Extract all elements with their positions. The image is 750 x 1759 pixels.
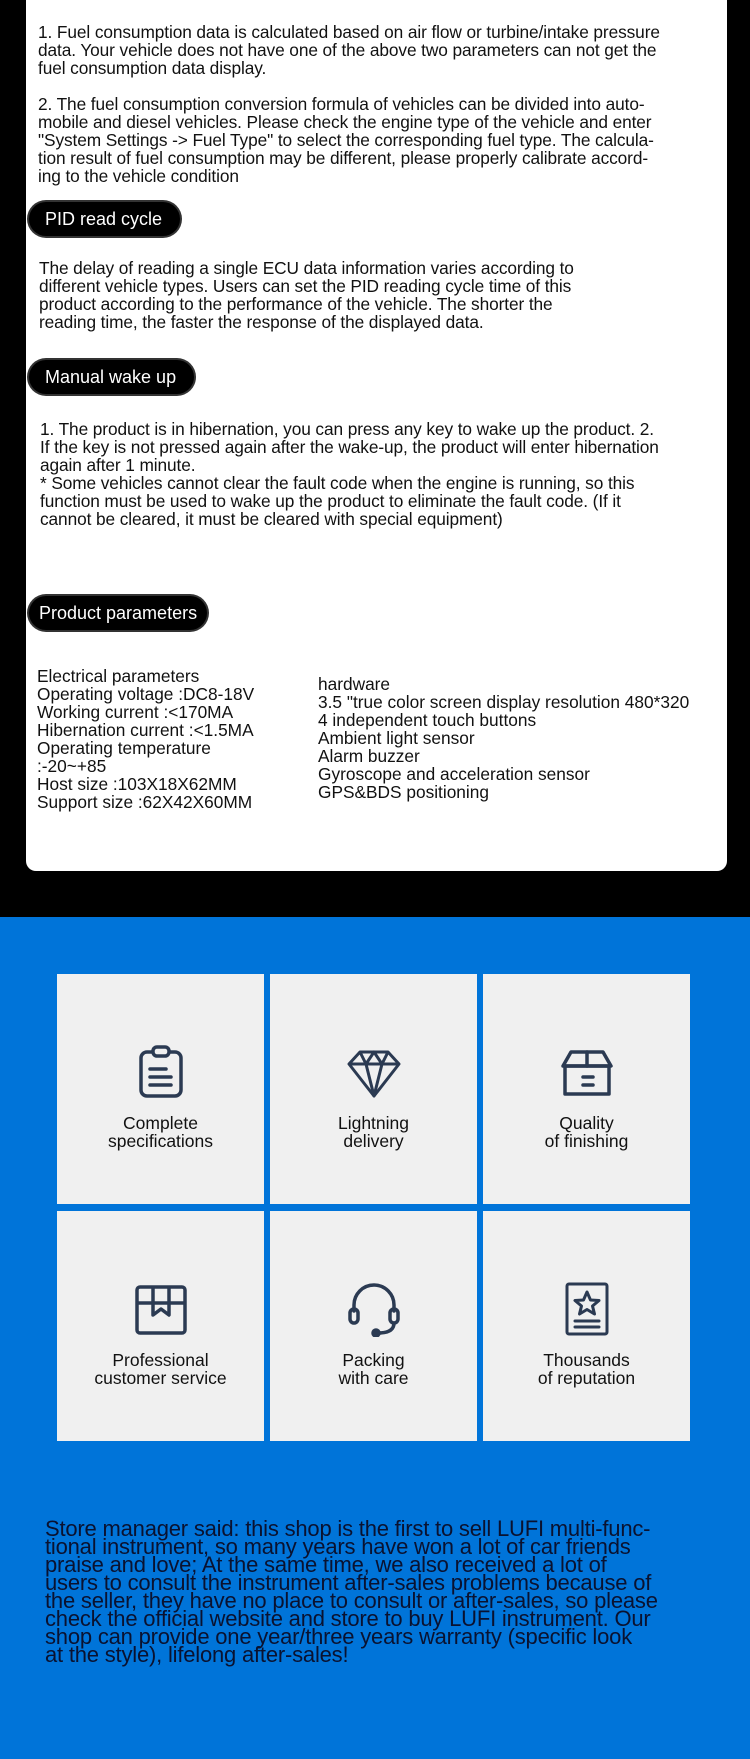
param-item: Hibernation current :<1.5MA	[37, 720, 254, 740]
param-item: 3.5 "true color screen display resolution 480*320	[318, 692, 690, 712]
feature-tile	[270, 1211, 477, 1441]
store-manager-note: Store manager said: this shop is the first to sell LUFI multi-func- tional instrument, so many years have won a lot of car friends praise and love; At the same time, we also received a lot of users to consult the instrument after-sales problems because of the seller, they have no place to consult or after-sales, so please check the official website and store to buy LUFI instrument. Our shop can provide one year/three years warranty (specific look at the style), lifelong after-sales!	[45, 1516, 658, 1667]
param-item: :-20~+85	[37, 756, 107, 776]
feature-tile	[270, 974, 477, 1204]
param-item: hardware	[318, 674, 391, 694]
feature-tile	[57, 1211, 264, 1441]
feature-tile	[483, 974, 690, 1204]
param-item: Support size :62X42X60MM	[37, 792, 253, 812]
headset-icon	[270, 1281, 477, 1337]
pid-heading: PID read cycle	[29, 202, 180, 236]
diamond-icon	[270, 1044, 477, 1100]
param-item: Working current :<170MA	[37, 702, 234, 722]
package-icon	[57, 1281, 264, 1337]
param-item: 4 independent touch buttons	[318, 710, 537, 730]
electrical-params-list	[37, 667, 254, 811]
param-item: Alarm buzzer	[318, 746, 420, 766]
star-document-icon	[483, 1281, 690, 1337]
features-section	[0, 917, 750, 1759]
info-card	[26, 0, 727, 871]
features-grid	[57, 974, 690, 1441]
feature-label: Quality of finishing	[544, 1113, 629, 1151]
param-item: Gyroscope and acceleration sensor	[318, 764, 590, 784]
feature-label: Professional customer service	[94, 1350, 227, 1388]
param-item: GPS&BDS positioning	[318, 782, 489, 802]
param-item: Electrical parameters	[37, 666, 200, 686]
wake-text: 1. The product is in hibernation, you can press any key to wake up the product. 2. If the key is not pressed again after the wake-up, the product will enter hibernation again after 1 minute. * Some vehicles cannot clear the fault code when the engine is running, so this function must be used to wake up the product to eliminate the fault code. (If it cannot be cleared, it must be cleared with special equipment)	[40, 419, 659, 529]
params-heading: Product parameters	[29, 596, 207, 630]
feature-label: Packing with care	[338, 1350, 409, 1388]
hardware-params-list	[318, 675, 689, 801]
feature-tile	[57, 974, 264, 1204]
feature-label: Lightning delivery	[337, 1113, 410, 1151]
wake-heading: Manual wake up	[29, 360, 194, 394]
param-item: Ambient light sensor	[318, 728, 475, 748]
fuel-note-2: 2. The fuel consumption conversion formula of vehicles can be divided into auto- mobile and diesel vehicles. Please check the engine type of the vehicle and enter "System Settings -> Fuel Type" to select the corresponding fuel type. The calcula- tion result of fuel consumption may be different, please properly calibrate accord- ing to the vehicle condition	[38, 94, 654, 186]
param-item: Host size :103X18X62MM	[37, 774, 237, 794]
param-item: Operating voltage :DC8-18V	[37, 684, 255, 704]
feature-label: Complete specifications	[107, 1113, 214, 1151]
box-icon	[483, 1044, 690, 1100]
pid-text: The delay of reading a single ECU data information varies according to different vehicle types. Users can set the PID reading cycle time of this product according to the performance of the vehicle. The shorter the reading time, the faster the response of the displayed data.	[39, 258, 574, 332]
feature-tile	[483, 1211, 690, 1441]
feature-label: Thousands of reputation	[537, 1350, 636, 1388]
clipboard-icon	[57, 1044, 264, 1100]
param-item: Operating temperature	[37, 738, 211, 758]
fuel-note-1: 1. Fuel consumption data is calculated based on air flow or turbine/intake pressure data. Your vehicle does not have one of the above two parameters can not get the fuel consumption data display.	[38, 22, 660, 78]
